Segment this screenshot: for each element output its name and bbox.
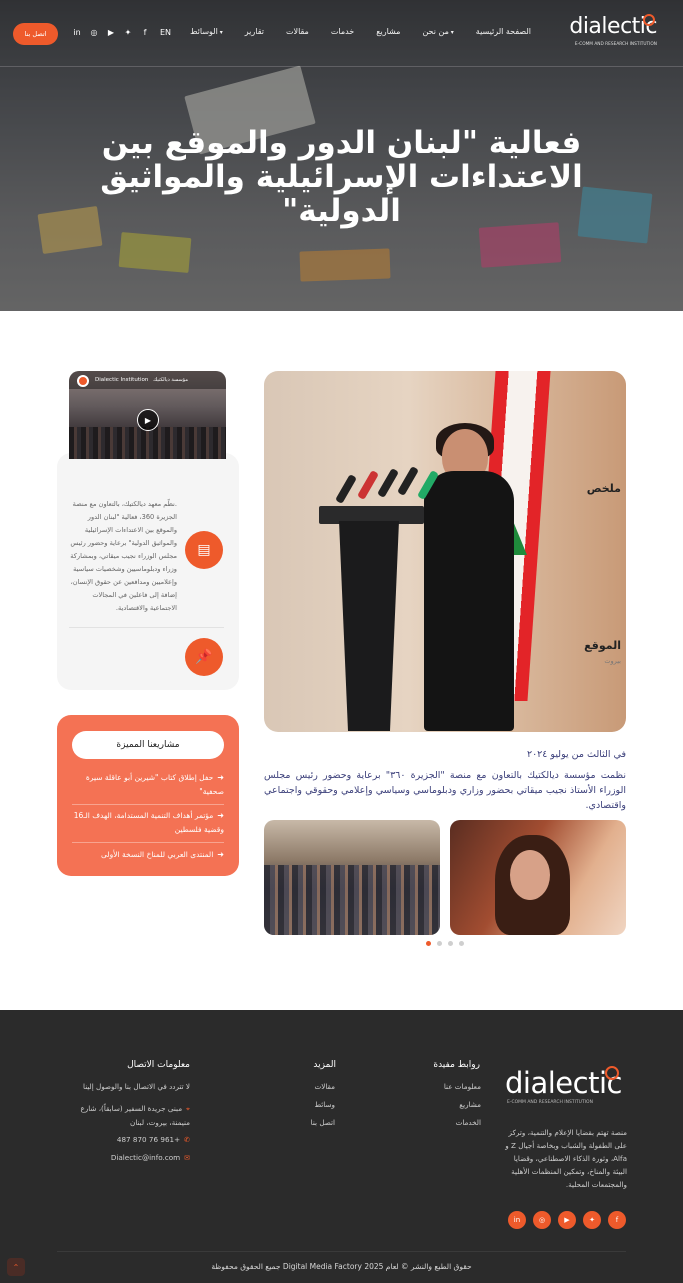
contact-info-title: معلومات الاتصال bbox=[127, 1060, 190, 1070]
more-title: المزيد bbox=[313, 1060, 336, 1070]
nav-item-media[interactable]: الوسائط ▾ bbox=[190, 27, 223, 36]
nav-item-projects[interactable]: مشاريع bbox=[376, 27, 401, 36]
video-crowd bbox=[69, 427, 226, 459]
copyright-text: حقوق الطبع والنشر © لعام 2025 Digital Media Factory جميع الحقوق محفوظة bbox=[211, 1262, 472, 1271]
play-icon[interactable]: ▶ bbox=[137, 409, 159, 431]
scroll-to-top-button[interactable]: ⌃ bbox=[7, 1258, 25, 1276]
channel-avatar bbox=[77, 375, 89, 387]
project-link[interactable]: ➜مؤتمر أهداف التنمية المستدامة، الهدف الـ16 وقضية فلسطين bbox=[73, 811, 224, 834]
footer-link-about[interactable]: معلومات عنا bbox=[443, 1082, 481, 1091]
header-social-links bbox=[72, 27, 150, 37]
audience-rows bbox=[264, 865, 440, 935]
facebook-icon[interactable]: f bbox=[608, 1211, 626, 1229]
mail-icon: ✉ bbox=[184, 1154, 190, 1162]
contact-intro: لا تتردد في الاتصال بنا والوصول إلينا bbox=[83, 1082, 190, 1091]
instagram-icon[interactable]: ◎ bbox=[90, 27, 98, 37]
project-link[interactable]: ➜المنتدى العربي للمناخ النسخة الأولى bbox=[101, 850, 224, 859]
nav-item-about[interactable]: من نحن ▾ bbox=[422, 27, 453, 36]
event-date: في الثالث من يوليو ٢٠٢٤ bbox=[526, 749, 626, 760]
contact-phone[interactable]: ✆+961 76 870 487 bbox=[116, 1135, 190, 1144]
contact-button[interactable]: اتصل بنا bbox=[13, 23, 58, 45]
contact-email[interactable]: ✉Dialectic@info.com bbox=[110, 1153, 190, 1162]
main-event-photo bbox=[264, 371, 626, 732]
footer-logo-ring-icon bbox=[605, 1066, 619, 1080]
location-pin-icon: ⌖ bbox=[186, 1105, 190, 1113]
newspaper-icon: ▤ bbox=[185, 531, 223, 569]
location-title: الموقع bbox=[584, 639, 621, 652]
project-divider bbox=[72, 842, 224, 843]
summary-text: .نظّم معهد ديالكتيك، بالتعاون مع منصة الجزيرة 360، فعالية "لبنان الدور والموقع بين الاعتداءات الإسرائيلية والمواثيق الدولية" برعاية وحضور رئيس مجلس الوزراء نجيب ميقاتي، وبمشاركة وزراء ودبلوماسيين وشخصيات سياسية وإعلاميين ومدافعين عن حقوق الإنسان، إضافة إلى فاعلين في المجالات الاجتماعية والاقتصادية. bbox=[70, 500, 177, 612]
nav-item-services[interactable]: خدمات bbox=[330, 27, 355, 36]
summary-title: ملخص bbox=[586, 482, 621, 495]
slider-dots bbox=[426, 941, 464, 946]
arrow-circle-icon: ➜ bbox=[217, 811, 224, 820]
language-switch[interactable]: EN bbox=[160, 28, 172, 37]
youtube-icon[interactable]: ▶ bbox=[107, 27, 115, 37]
podium bbox=[339, 521, 399, 731]
slider-dot[interactable] bbox=[459, 941, 464, 946]
footer-social-links bbox=[508, 1211, 626, 1229]
linkedin-icon[interactable]: in bbox=[73, 27, 81, 37]
location-value: بيروت bbox=[604, 657, 621, 665]
linkedin-icon[interactable]: in bbox=[508, 1211, 526, 1229]
footer-link-projects[interactable]: مشاريع bbox=[459, 1100, 481, 1109]
instagram-icon[interactable]: ◎ bbox=[533, 1211, 551, 1229]
youtube-icon[interactable]: ▶ bbox=[558, 1211, 576, 1229]
footer-link-contact[interactable]: اتصل بنا bbox=[310, 1118, 335, 1127]
footer-logo[interactable] bbox=[505, 1066, 623, 1108]
thumb-face bbox=[510, 850, 550, 900]
logo-text: dialectic bbox=[569, 14, 657, 39]
pin-icon: 📌 bbox=[185, 638, 223, 676]
footer-logo-text: dialectic bbox=[505, 1066, 622, 1100]
main-menu bbox=[190, 27, 531, 36]
video-channel-name: Dialectic Institution bbox=[95, 377, 149, 383]
footer-link-media[interactable]: وسائط bbox=[314, 1100, 335, 1109]
footer-link-articles[interactable]: مقالات bbox=[314, 1082, 335, 1091]
logo-ring-icon bbox=[643, 14, 655, 26]
footer-link-services[interactable]: الخدمات bbox=[455, 1118, 481, 1127]
nav-item-articles[interactable]: مقالات bbox=[285, 27, 309, 36]
project-divider bbox=[72, 804, 224, 805]
gallery-thumb-audience[interactable] bbox=[264, 820, 440, 935]
slider-dot[interactable] bbox=[448, 941, 453, 946]
nav-item-reports[interactable]: تقارير bbox=[244, 27, 264, 36]
twitter-icon[interactable]: ✦ bbox=[124, 27, 132, 37]
footer-divider bbox=[57, 1251, 626, 1252]
footer-about-text: منصة تهتم بقضايا الإعلام والتنمية، وتركز على الطفولة والشباب وبخاصة أجيال Z و Alfa، وثورة الذكاء الاصطناعي، وقضايا البيئة والمناخ، وتمكين المنظمات الأهلية والمجتمعات المحلية. bbox=[505, 1128, 627, 1189]
nav-item-home[interactable]: الصفحة الرئيسية bbox=[475, 27, 531, 36]
twitter-icon[interactable]: ✦ bbox=[583, 1211, 601, 1229]
hero-banner bbox=[0, 0, 683, 311]
microphones bbox=[334, 466, 444, 511]
top-navigation bbox=[0, 0, 683, 67]
arrow-circle-icon: ➜ bbox=[217, 773, 224, 782]
card-divider bbox=[69, 627, 224, 628]
project-link[interactable]: ➜حفل إطلاق كتاب "شيرين أبو عاقلة سيرة صحفية" bbox=[85, 773, 224, 796]
footer-logo-subtitle: E-COMM AND RESEARCH INSTITUTION bbox=[507, 1100, 593, 1105]
event-description: نظمت مؤسسة ديالكتيك بالتعاون مع منصة "الجزيرة ٣٦٠" برعاية وحضور رئيس مجلس الوزراء الأستاذ نجيب ميقاتي بحضور وزاري ودبلوماسي وسياسي وإعلامي وحقوقي واجتماعي واقتصادي. bbox=[264, 770, 626, 811]
slider-dot[interactable] bbox=[426, 941, 431, 946]
logo-subtitle: E-COMM AND RESEARCH INSTITUTION bbox=[574, 42, 657, 47]
gallery-thumb-speaker[interactable] bbox=[450, 820, 626, 935]
arrow-circle-icon: ➜ bbox=[217, 850, 224, 859]
site-logo[interactable] bbox=[565, 14, 657, 50]
featured-projects-title: مشاريعنا المميزة bbox=[72, 731, 224, 759]
video-title: مؤسسة ديالكتيك bbox=[153, 377, 188, 383]
video-embed[interactable] bbox=[69, 371, 226, 459]
page-title: فعالية "لبنان الدور والموقع بين الاعتداءات الإسرائيلية والمواثيق الدولية" bbox=[100, 125, 583, 229]
useful-links-title: روابط مفيدة bbox=[433, 1060, 480, 1070]
phone-icon: ✆ bbox=[184, 1136, 190, 1144]
contact-address: ⌖مبنى جريدة السفير (سابقاً)، شارع منيمنة، بيروت، لبنان bbox=[80, 1104, 190, 1127]
facebook-icon[interactable]: f bbox=[143, 27, 147, 37]
slider-dot[interactable] bbox=[437, 941, 442, 946]
